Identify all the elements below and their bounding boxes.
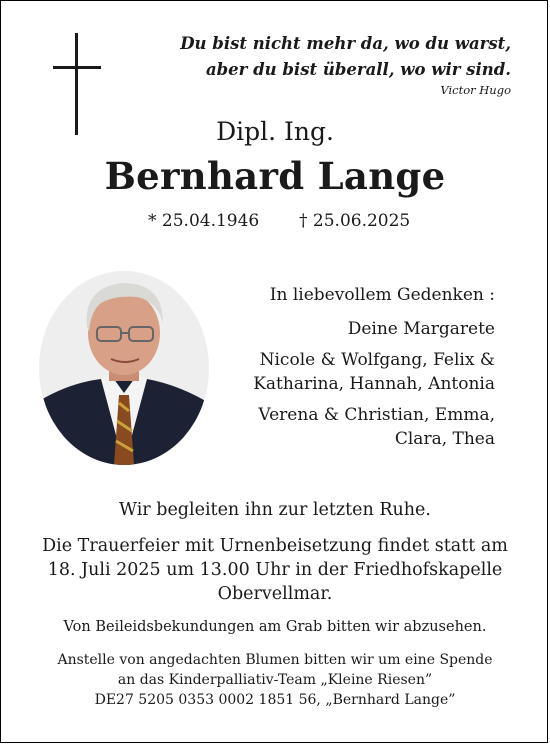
service-line: Die Trauerfeier mit Urnenbeisetzung findet statt am [42, 536, 508, 556]
mourner-group [225, 348, 495, 396]
mourner-line: Verena & Christian, Emma, [258, 405, 495, 425]
mourner-line: Clara, Thea [394, 429, 495, 449]
mourners-intro: In liebevollem Gedenken : [269, 285, 495, 305]
service-line: 18. Juli 2025 um 13.00 Uhr in der Friedhofskapelle [47, 560, 503, 580]
birth-date: * 25.04.1946 [148, 211, 260, 231]
condolence-note: Von Beileidsbekundungen am Grab bitten wir abzusehen. [63, 619, 487, 635]
quote-author: Victor Hugo [440, 83, 511, 97]
donation-line: an das Kinderpalliativ-Team „Kleine Riesen” [117, 672, 433, 688]
rest-announcement: Wir begleiten ihn zur letzten Ruhe. [119, 500, 431, 520]
donation-line: DE27 5205 0353 0002 1851 56, „Bernhard Lange” [94, 692, 456, 708]
portrait-illustration [39, 271, 209, 465]
mourner-line: Deine Margarete [347, 319, 495, 339]
portrait-photo [39, 271, 209, 465]
donation-note [1, 650, 548, 710]
service-line: Obervellmar. [217, 584, 333, 604]
deceased-name: Bernhard Lange [104, 154, 446, 198]
mourner-group [225, 403, 495, 451]
mourner-group [225, 317, 495, 341]
donation-line: Anstelle von angedachten Blumen bitten wir um eine Spende [57, 652, 493, 668]
mourner-line: Katharina, Hannah, Antonia [253, 374, 495, 394]
service-details [1, 534, 548, 606]
quote [180, 31, 511, 83]
mourner-line: Nicole & Wolfgang, Felix & [259, 350, 495, 370]
quote-line: aber du bist überall, wo wir sind. [205, 60, 511, 79]
academic-title: Dipl. Ing. [216, 117, 334, 146]
death-date: † 25.06.2025 [299, 211, 411, 231]
quote-line: Du bist nicht mehr da, wo du warst, [180, 34, 511, 53]
mourners-list [225, 283, 495, 451]
